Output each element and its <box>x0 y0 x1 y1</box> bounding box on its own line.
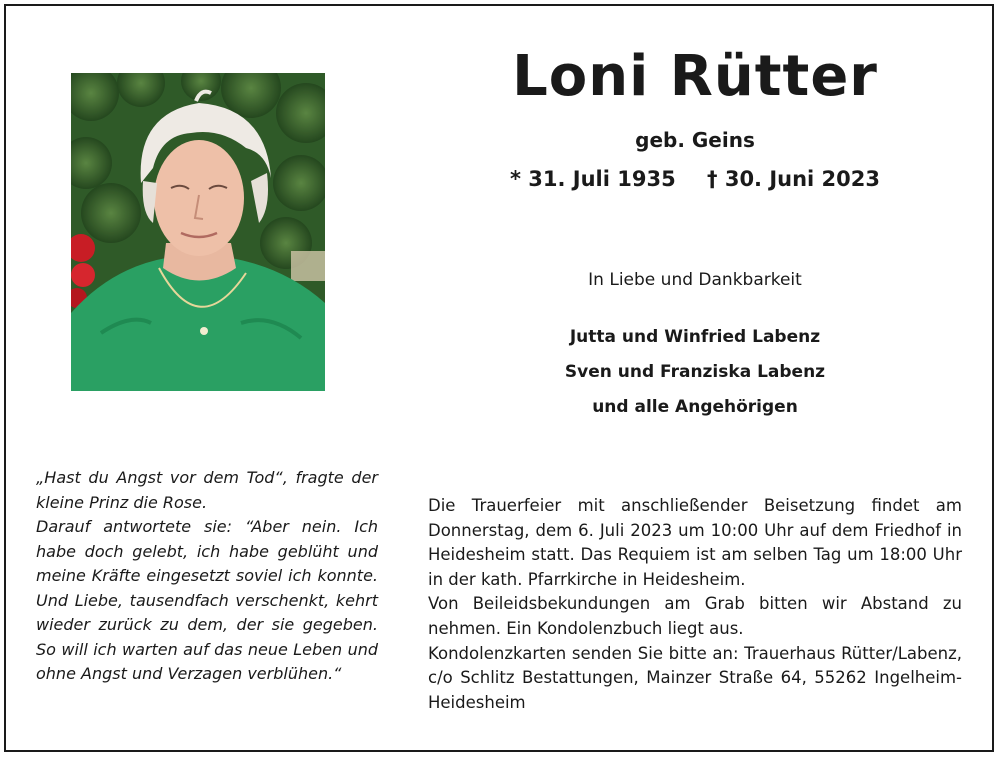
quote-block <box>36 466 378 687</box>
family-member: Jutta und Winfried Labenz <box>569 327 821 347</box>
portrait-photo-icon <box>71 73 325 391</box>
quote-line: „Hast du Angst vor dem Tod“, fragte der kleine Prinz die Rose. <box>36 468 378 512</box>
life-dates <box>430 165 960 193</box>
condolences-text: Von Beileidsbekundungen am Grab bitten wir Abstand zu nehmen. Ein Kondolenzbuch liegt aus. <box>428 594 962 638</box>
death-date: † 30. Juni 2023 <box>707 167 881 191</box>
family-list <box>430 320 960 425</box>
family-member: Sven und Franziska Labenz <box>564 362 826 382</box>
family-member: und alle Angehörigen <box>592 397 798 417</box>
ceremony-text: Die Trauerfeier mit anschließender Beisetzung findet am Donnerstag, dem 6. Juli 2023 um 10:00 Uhr auf dem Friedhof in Heidesheim statt. Das Requiem ist am selben Tag um 18:00 Uhr in der kath. Pfarrkirche in Heidesheim. <box>428 496 962 589</box>
quote-line: Darauf antwortete sie: “Aber nein. Ich habe doch gelebt, ich habe geblüht und meine Kräfte eingesetzt soviel ich konnte. Und Liebe, tausendfach verschenkt, kehrt wieder zurück zu dem, der sie gegeben. So will ich warten auf das neue Leben und ohne Angst und Verzagen verblühen.“ <box>36 517 378 683</box>
cards-address-text: Kondolenzkarten senden Sie bitte an: Trauerhaus Rütter/Labenz, c/o Schlitz Bestattungen, Mainzer Straße 64, 55262 Ingelheim-Heidesheim <box>428 643 962 712</box>
deceased-name: Loni Rütter <box>512 44 878 109</box>
funeral-notice <box>428 494 962 715</box>
dedication-text: In Liebe und Dankbarkeit <box>588 270 802 290</box>
birth-name: geb. Geins <box>635 128 755 152</box>
portrait-photo <box>71 73 325 391</box>
birth-date: * 31. Juli 1935 <box>509 167 676 191</box>
